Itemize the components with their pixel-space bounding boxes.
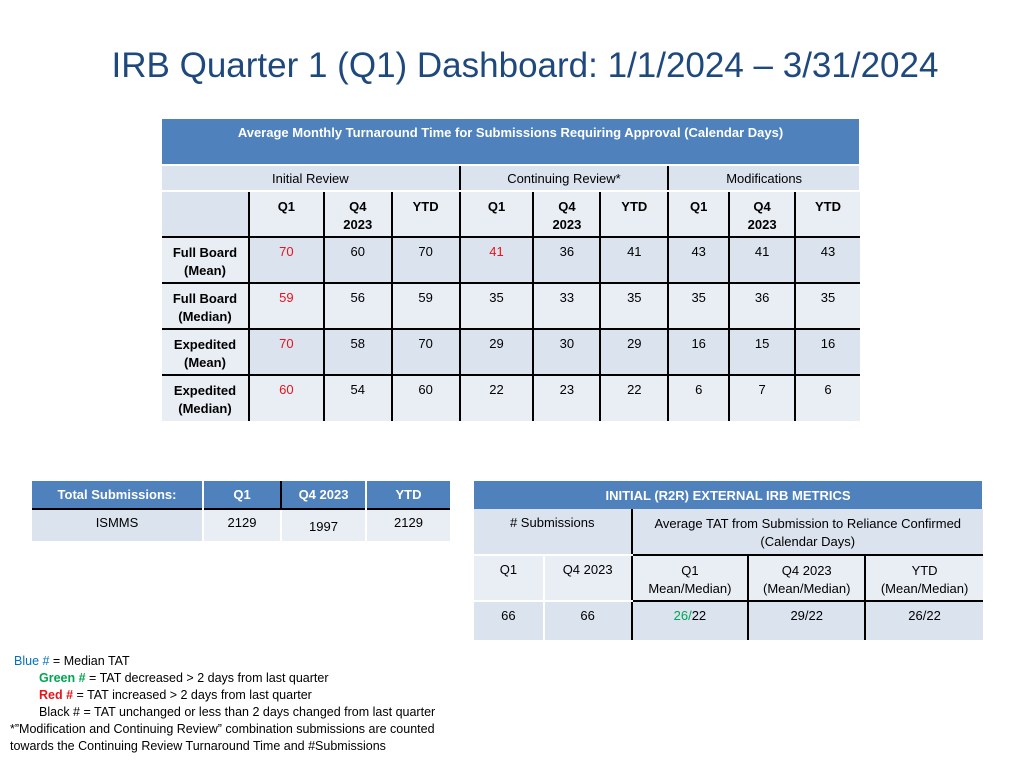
external-tat-q4-value: 29/22 (748, 601, 865, 641)
subcol-header-line1: Q1 (277, 199, 296, 214)
external-col-tat-ytd-l2: (Mean/Median) (880, 581, 969, 596)
table-cell: 70 (392, 237, 460, 283)
subcol-header (460, 191, 534, 237)
external-tat-ytd-value: 26/22 (865, 601, 983, 641)
table-cell: 22 (460, 375, 534, 421)
table-cell: 35 (795, 283, 860, 329)
table-cell: 60 (324, 237, 392, 283)
total-q1-header: Q1 (203, 481, 281, 509)
row-label (162, 329, 249, 375)
table-cell: 6 (795, 375, 860, 421)
subcol-header-line2: 2023 (552, 217, 582, 232)
total-ytd-value: 2129 (366, 509, 450, 541)
external-col-q4: Q4 2023 (544, 555, 632, 601)
table-cell: 41 (460, 237, 534, 283)
external-q1-value: 66 (474, 601, 544, 641)
group-modifications: Modifications (668, 165, 860, 191)
subcol-header (392, 191, 460, 237)
row-label (162, 283, 249, 329)
external-heading: INITIAL (R2R) EXTERNAL IRB METRICS (474, 481, 983, 509)
table-cell: 22 (600, 375, 668, 421)
legend-green-text: = TAT decreased > 2 days from last quarter (85, 671, 329, 685)
page-title: IRB Quarter 1 (Q1) Dashboard: 1/1/2024 – 3/31/2024 (111, 46, 939, 85)
subcol-header (668, 191, 729, 237)
table-cell: 43 (795, 237, 860, 283)
subcol-header-line1: Q1 (690, 199, 708, 214)
subcol-header-line2: 2023 (343, 217, 373, 232)
external-tat-header: Average TAT from Submission to Reliance Confirmed (Calendar Days) (632, 509, 984, 555)
table-cell: 36 (533, 237, 600, 283)
legend-blue-text: = Median TAT (49, 654, 130, 668)
table-cell: 60 (249, 375, 324, 421)
table-cell: 70 (249, 329, 324, 375)
total-submissions-table (32, 481, 450, 541)
row-label (162, 237, 249, 283)
row-label-line1: Expedited (173, 383, 237, 398)
legend-red-text: = TAT increased > 2 days from last quarter (73, 688, 312, 702)
external-col-tat-q1-l2: Mean/Median) (648, 581, 732, 596)
subcol-header (249, 191, 324, 237)
external-col-tat-q4-l1: Q4 2023 (781, 563, 832, 578)
external-col-tat-ytd (865, 555, 983, 601)
external-col-tat-q1 (632, 555, 749, 601)
table-cell: 54 (324, 375, 392, 421)
legend-note-line2: towards the Continuing Review Turnaround Time and #Submissions (10, 739, 386, 753)
total-q1-value: 2129 (203, 509, 281, 541)
table-cell: 35 (460, 283, 534, 329)
total-q4-header: Q4 2023 (281, 481, 366, 509)
table-cell: 70 (392, 329, 460, 375)
table-cell: 41 (729, 237, 795, 283)
table-cell: 59 (249, 283, 324, 329)
table-cell: 6 (668, 375, 729, 421)
subcol-header-line1: Q1 (487, 199, 506, 214)
table-cell: 58 (324, 329, 392, 375)
total-row-label: ISMMS (32, 509, 203, 541)
external-col-q1: Q1 (474, 555, 544, 601)
subcol-header-line1: YTD (815, 199, 842, 214)
subcol-header (795, 191, 860, 237)
external-metrics-table (474, 481, 984, 642)
external-tat-q1-value (632, 601, 749, 641)
table-cell: 30 (533, 329, 600, 375)
external-col-tat-q1-l1: Q1 (681, 563, 699, 578)
table-cell: 41 (600, 237, 668, 283)
row-header-blank (162, 191, 249, 237)
table-cell: 16 (668, 329, 729, 375)
table-cell: 35 (600, 283, 668, 329)
table-cell: 16 (795, 329, 860, 375)
turnaround-heading: Average Monthly Turnaround Time for Submissions Requiring Approval (Calendar Days) (162, 119, 860, 165)
subcol-header-line1: YTD (621, 199, 648, 214)
table-cell: 15 (729, 329, 795, 375)
legend-red-key: Red # (39, 688, 74, 702)
row-label-line1: Full Board (172, 245, 238, 260)
row-label-line1: Full Board (172, 291, 238, 306)
external-tat-q1-mean: 26/ (673, 608, 692, 623)
table-cell: 70 (249, 237, 324, 283)
row-label-line2: (Median) (178, 309, 232, 324)
table-cell: 59 (392, 283, 460, 329)
legend (10, 653, 435, 755)
row-label-line2: (Mean) (184, 263, 226, 278)
group-initial-review: Initial Review (162, 165, 460, 191)
subcol-header (324, 191, 392, 237)
legend-note-line1: *”Modification and Continuing Review” combination submissions are counted (10, 722, 435, 736)
table-cell: 35 (668, 283, 729, 329)
table-cell: 29 (600, 329, 668, 375)
group-continuing-review: Continuing Review* (460, 165, 669, 191)
total-q4-value: 1997 (281, 509, 366, 541)
subcol-header (600, 191, 668, 237)
subcol-header-line2: 2023 (747, 217, 777, 232)
table-cell: 29 (460, 329, 534, 375)
subcol-header-line1: YTD (412, 199, 439, 214)
external-tat-q1-median: 22 (691, 608, 707, 623)
table-cell: 43 (668, 237, 729, 283)
legend-green-key: Green # (39, 671, 86, 685)
row-label-line2: (Median) (178, 401, 232, 416)
subcol-header-line1: Q4 (753, 199, 771, 214)
row-label-line1: Expedited (173, 337, 237, 352)
table-cell: 7 (729, 375, 795, 421)
subcol-header (533, 191, 600, 237)
subcol-header-line1: Q4 (349, 199, 367, 214)
legend-black-text: Black # = TAT unchanged or less than 2 days changed from last quarter (39, 705, 436, 719)
subcol-header (729, 191, 795, 237)
table-cell: 36 (729, 283, 795, 329)
turnaround-table (162, 119, 861, 421)
table-cell: 60 (392, 375, 460, 421)
total-ytd-header: YTD (366, 481, 450, 509)
table-cell: 23 (533, 375, 600, 421)
external-col-tat-ytd-l1: YTD (911, 563, 938, 578)
table-cell: 33 (533, 283, 600, 329)
subcol-header-line1: Q4 (558, 199, 576, 214)
legend-blue-key: Blue # (14, 654, 50, 668)
external-col-tat-q4-l2: (Mean/Median) (763, 581, 851, 596)
total-submissions-label: Total Submissions: (32, 481, 203, 509)
external-col-tat-q4 (748, 555, 865, 601)
external-q4-value: 66 (544, 601, 632, 641)
row-label-line2: (Mean) (184, 355, 226, 370)
external-submissions-header: # Submissions (474, 509, 632, 555)
table-cell: 56 (324, 283, 392, 329)
row-label (162, 375, 249, 421)
